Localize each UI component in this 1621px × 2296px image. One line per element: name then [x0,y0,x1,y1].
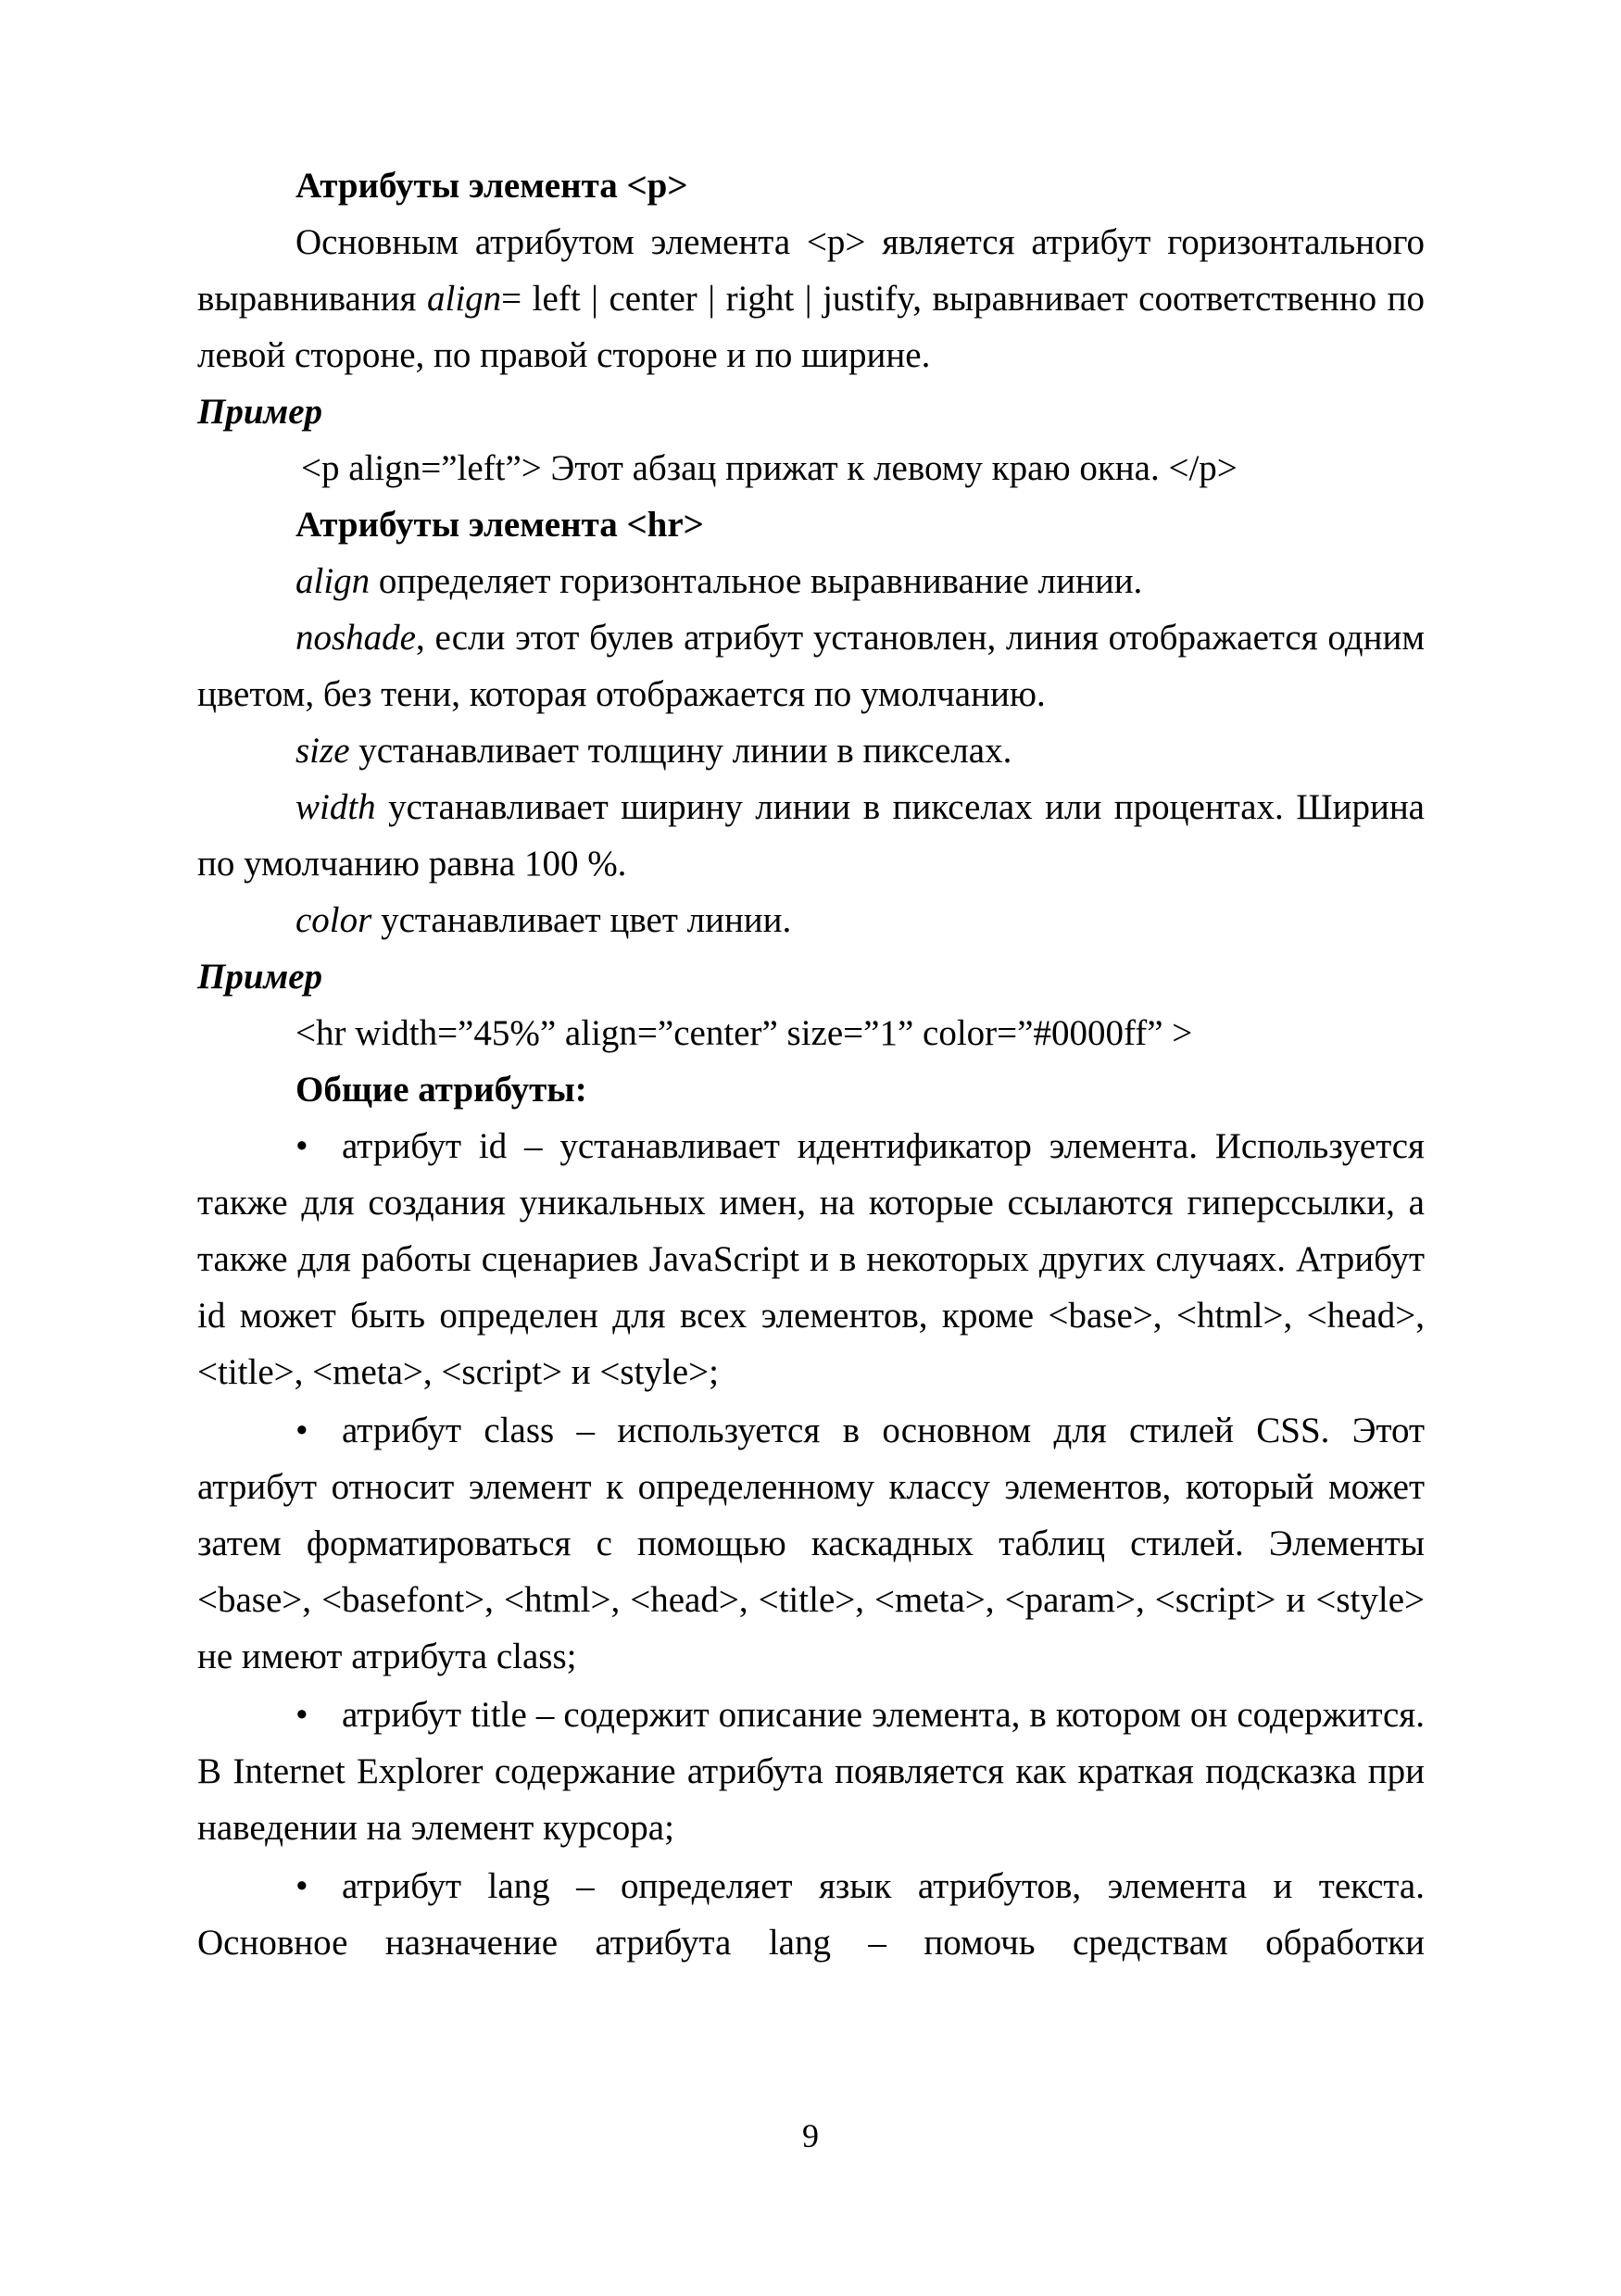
p-align-term: align [427,279,502,319]
hr-attr-desc: устанавливает ширину линии в пикселах или процентах. Ширина по умолчанию равна 100 %. [197,787,1425,884]
section-heading-hr-attributes: Атрибуты элемента <hr> [295,505,704,545]
hr-attr-term: noshade [295,618,416,658]
p-align-paragraph [197,214,1425,383]
hr-attr-desc: определяет горизонтальное выравнивание линии. [370,561,1143,601]
hr-attr-term: size [295,731,350,771]
example-label-2: Пример [197,957,323,997]
hr-attr-term: width [295,787,376,827]
hr-attr-color [197,892,1425,948]
bullet-icon: • [295,1866,308,1906]
section-heading-common-attributes: Общие атрибуты: [295,1070,587,1110]
example-code-p: <p align=”left”> Этот абзац прижат к левому краю окна. </p> [301,448,1238,488]
bullet-icon: • [295,1695,308,1735]
bullet-item-text: атрибут lang – определяет язык атрибутов, элемента и текста. Основное назначение атрибута lang – помочь средствам обработки [197,1866,1425,1963]
bullet-item-text: атрибут title – содержит описание элемента, в котором он содержится. В Internet Explorer содержание атрибута появляется как краткая подсказка при наведении на элемент курсора; [197,1695,1425,1848]
page-number: 9 [802,2117,819,2154]
hr-attr-desc: устанавливает цвет линии. [371,900,792,940]
section-heading-p-attributes: Атрибуты элемента <p> [295,166,688,206]
bullet-item-lang [197,1858,1425,1971]
example-code-hr: <hr width=”45%” align=”center” size=”1” color=”#0000ff” > [295,1013,1193,1053]
p-align-text: Основным атрибутом элемента <p> является атрибут горизонтального выравнивания [197,222,1425,319]
document-page [197,157,1425,1971]
hr-attr-term: color [295,900,372,940]
bullet-icon: • [295,1411,308,1450]
bullet-icon: • [295,1126,308,1166]
bullet-item-text: атрибут class – используется в основном для стилей CSS. Этот атрибут относит элемент к определенному классу элементов, который может затем форматироваться с помощью каскадных таблиц стилей. Элементы <base>, <basefont>, <html>, <head>, <title>, <meta>, <param>, <script> и <style> не имеют атрибута class; [197,1411,1425,1676]
hr-attr-align [197,553,1425,609]
p-align-values: = left | center | right | justify, выравнивает соответственно по левой стороне, по правой стороне и по ширине. [197,279,1425,375]
hr-attr-noshade [197,609,1425,722]
hr-attr-desc: устанавливает толщину линии в пикселах. [349,731,1012,771]
bullet-item-id [197,1118,1425,1400]
bullet-item-title [197,1687,1425,1856]
bullet-item-class [197,1402,1425,1685]
example-label-1: Пример [197,392,323,432]
hr-attr-term: align [295,561,371,601]
bullet-item-text: атрибут id – устанавливает идентификатор элемента. Используется также для создания уникальных имен, на которые ссылаются гиперссылки, а также для работы сценариев JavaScript и в некоторых других случаях. Атрибут id может быть определен для всех элементов, кроме <base>, <html>, <head>, <title>, <meta>, <script> и <style>; [197,1126,1425,1392]
hr-attr-width [197,779,1425,892]
hr-attr-size [197,722,1425,779]
hr-attr-desc: , если этот булев атрибут установлен, линия отображается одним цветом, без тени, которая отображается по умолчанию. [197,618,1425,714]
